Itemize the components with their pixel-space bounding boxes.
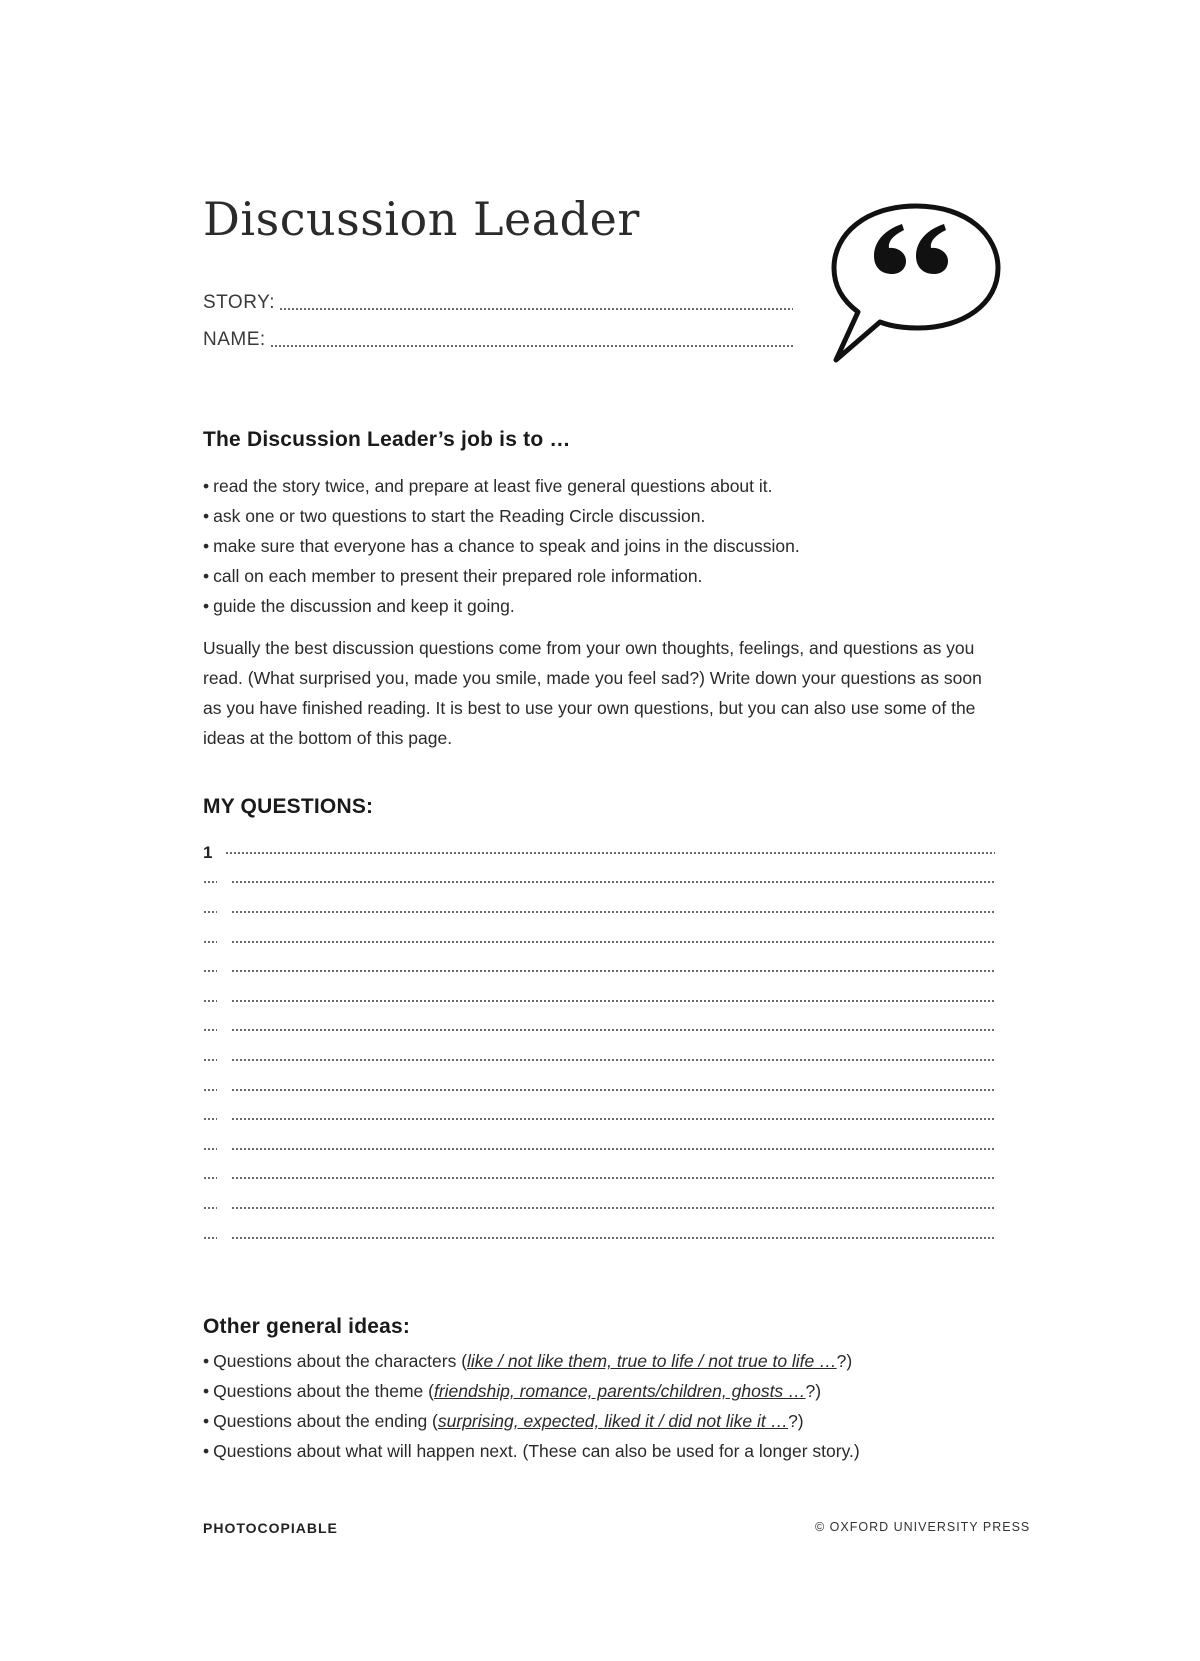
question-line[interactable] — [203, 1016, 995, 1046]
question-line[interactable] — [203, 1075, 995, 1105]
idea-item: • Questions about the theme (friendship, romance, parents/children, ghosts …?) — [203, 1376, 1003, 1406]
job-list — [203, 471, 1003, 621]
question-write-line[interactable] — [231, 1177, 995, 1179]
question-line[interactable] — [203, 1193, 995, 1223]
name-write-line[interactable] — [270, 345, 793, 347]
question-write-line[interactable] — [231, 1059, 995, 1061]
idea-examples: like / not like them, true to life / not true to life … — [467, 1351, 837, 1371]
job-item: • make sure that everyone has a chance to speak and joins in the discussion. — [203, 531, 1003, 561]
question-number-dots — [203, 1237, 217, 1239]
name-field[interactable] — [203, 325, 793, 351]
idea-examples: surprising, expected, liked it / did not like it … — [437, 1411, 789, 1431]
ideas-list — [203, 1346, 1003, 1466]
question-line[interactable] — [203, 927, 995, 957]
speech-bubble-quote-icon — [828, 200, 1008, 370]
question-write-line[interactable] — [231, 881, 995, 883]
question-line[interactable] — [203, 1223, 995, 1253]
question-line[interactable] — [203, 868, 995, 898]
question-number-dots — [203, 1029, 217, 1031]
question-write-line[interactable] — [231, 1118, 995, 1120]
question-line[interactable] — [203, 986, 995, 1016]
question-line[interactable] — [203, 838, 995, 868]
instructions-paragraph: Usually the best discussion questions come from your own thoughts, feelings, and questions as you read. (What surprised you, made you smile, made you feel sad?) Write down your questions as soon as you have finished reading. It is best to use your own questions, but you can also use some of the ideas at the bottom of this page. — [203, 638, 982, 748]
question-write-line[interactable] — [231, 1029, 995, 1031]
story-label: STORY: — [203, 292, 275, 313]
question-write-line[interactable] — [231, 1148, 995, 1150]
question-number-dots — [203, 881, 217, 883]
copyright-label: © OXFORD UNIVERSITY PRESS — [815, 1520, 1031, 1534]
question-write-line[interactable] — [231, 1207, 995, 1209]
question-number-dots — [203, 1118, 217, 1120]
question-write-line[interactable] — [231, 1000, 995, 1002]
story-write-line[interactable] — [279, 308, 793, 310]
question-number-dots — [203, 1059, 217, 1061]
question-line[interactable] — [203, 1164, 995, 1194]
question-lines — [203, 838, 995, 1252]
question-line[interactable] — [203, 1134, 995, 1164]
question-number-dots — [203, 1177, 217, 1179]
question-write-line[interactable] — [225, 852, 995, 854]
question-number-dots — [203, 1207, 217, 1209]
question-number-dots — [203, 911, 217, 913]
job-item: • read the story twice, and prepare at least five general questions about it. — [203, 471, 1003, 501]
other-ideas-heading: Other general ideas: — [203, 1315, 411, 1338]
question-write-line[interactable] — [231, 941, 995, 943]
job-item: • guide the discussion and keep it going. — [203, 591, 1003, 621]
idea-examples: friendship, romance, parents/children, ghosts … — [433, 1381, 806, 1401]
question-number-dots — [203, 1089, 217, 1091]
question-line[interactable] — [203, 897, 995, 927]
question-write-line[interactable] — [231, 1237, 995, 1239]
question-number: 1 — [203, 842, 213, 862]
question-line[interactable] — [203, 1104, 995, 1134]
question-write-line[interactable] — [231, 911, 995, 913]
idea-item: • Questions about what will happen next. (These can also be used for a longer story.) — [203, 1436, 1003, 1466]
question-number-dots — [203, 1000, 217, 1002]
story-field[interactable] — [203, 288, 793, 314]
job-heading: The Discussion Leader’s job is to … — [203, 428, 571, 451]
question-line[interactable] — [203, 956, 995, 986]
my-questions-heading: MY QUESTIONS: — [203, 795, 374, 818]
question-line[interactable] — [203, 1045, 995, 1075]
idea-item: • Questions about the characters (like / not like them, true to life / not true to life …?) — [203, 1346, 1003, 1376]
question-number-dots — [203, 1148, 217, 1150]
name-label: NAME: — [203, 329, 266, 350]
job-item: • ask one or two questions to start the Reading Circle discussion. — [203, 501, 1003, 531]
page-title: Discussion Leader — [203, 192, 640, 246]
question-number-dots — [203, 970, 217, 972]
question-number-dots — [203, 941, 217, 943]
idea-item: • Questions about the ending (surprising, expected, liked it / did not like it …?) — [203, 1406, 1003, 1436]
question-write-line[interactable] — [231, 1089, 995, 1091]
photocopiable-label: PHOTOCOPIABLE — [203, 1520, 338, 1536]
job-item: • call on each member to present their prepared role information. — [203, 561, 1003, 591]
question-write-line[interactable] — [231, 970, 995, 972]
